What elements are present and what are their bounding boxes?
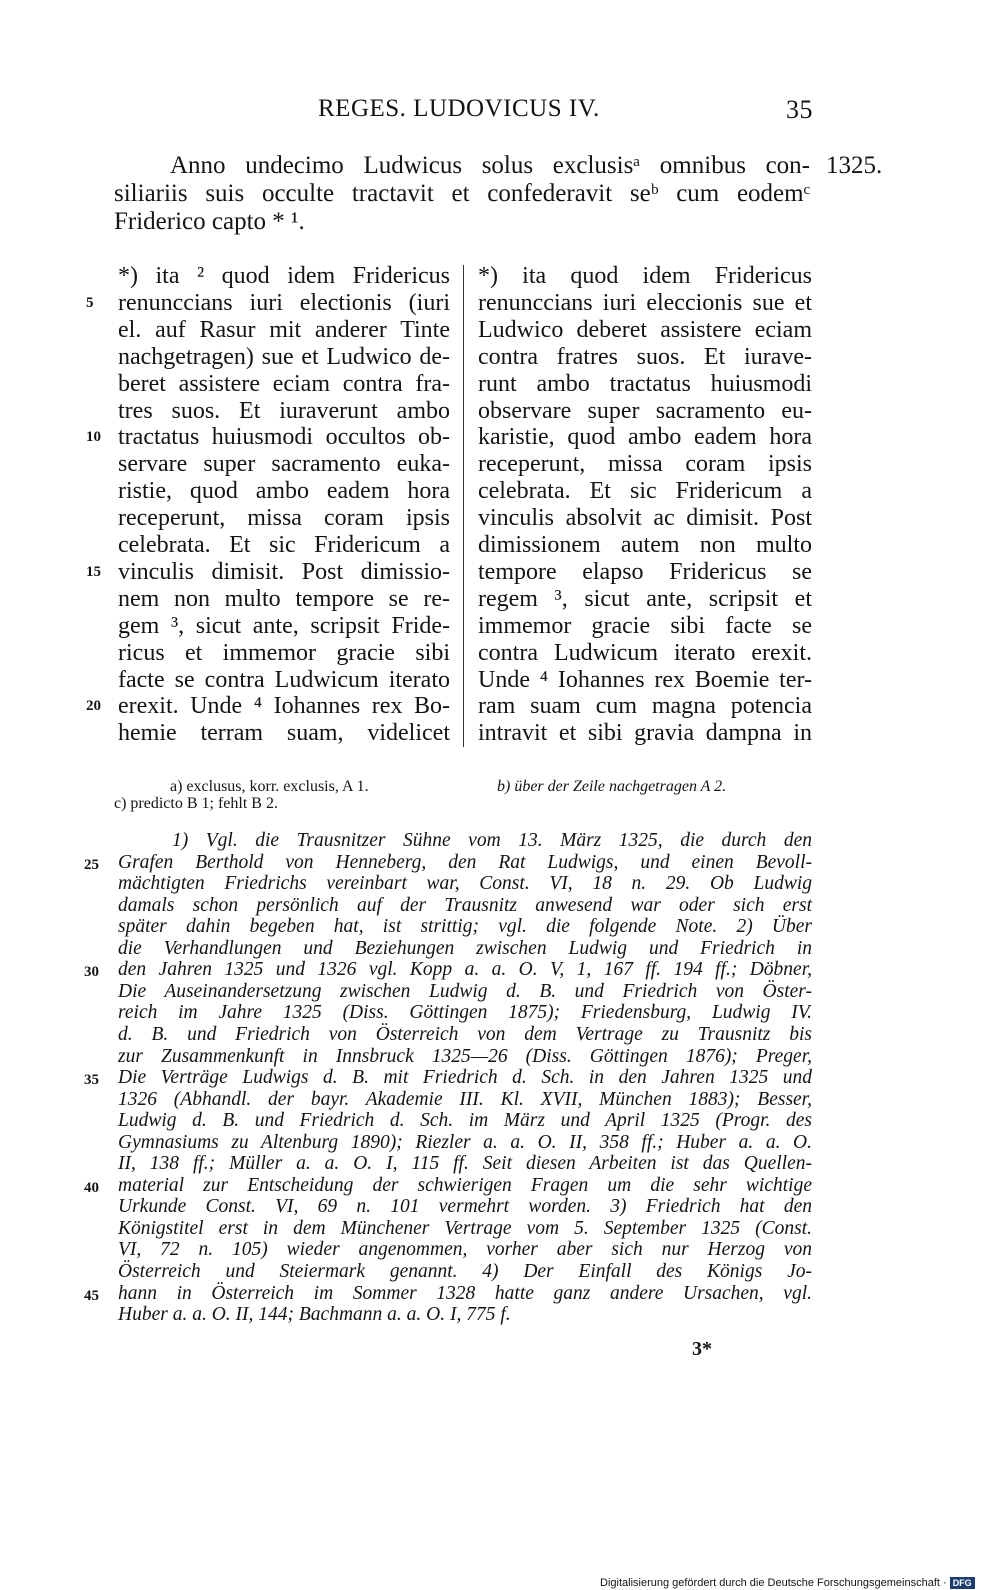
rightCol-line: receperunt, missa coram ipsis xyxy=(478,451,812,478)
footnotes-line: Ludwig d. B. und Friedrich d. Sch. im März und April 1325 (Progr. des xyxy=(118,1110,812,1132)
rightCol-line: karistie, quod ambo eadem hora xyxy=(478,424,812,451)
line-number: 10 xyxy=(86,429,101,446)
rightCol-line: ram suam cum magna potencia xyxy=(478,693,812,720)
leftCol-line: nachgetragen) sue et Ludwico de- xyxy=(118,343,450,370)
column-divider xyxy=(463,265,464,747)
footnotes-line: Huber a. a. O. II, 144; Bachmann a. a. O. I, 775 f. xyxy=(118,1304,511,1326)
apparatus-note-c: c) predicto B 1; fehlt B 2. xyxy=(114,795,278,812)
rightCol-line: regem ³, sicut ante, scripsit et xyxy=(478,585,812,612)
apparatus-note-a: a) exclusus, korr. exclusis, A 1. xyxy=(170,778,369,795)
intro-line: Friderico capto * ¹. xyxy=(114,208,305,235)
footnotes-line: Königstitel erst in dem Münchener Vertrage vom 5. September 1325 (Const. xyxy=(118,1217,812,1239)
line-number: 45 xyxy=(84,1287,99,1304)
leftCol-line: tractatus huiusmodi occultos ob- xyxy=(118,424,450,451)
rightCol-line: contra Ludwicum iterato erexit. xyxy=(478,639,812,666)
leftCol-line: *) ita ² quod idem Fridericus xyxy=(118,263,450,289)
apparatus-note-b: b) über der Zeile nachgetragen A 2. xyxy=(497,778,727,795)
footnotes-line: Österreich und Steiermark genannt. 4) Der Einfall des Königs Jo- xyxy=(118,1261,812,1282)
signature-mark: 3* xyxy=(692,1338,712,1360)
leftCol-line: celebrata. Et sic Fridericum a xyxy=(118,532,450,558)
leftCol-line: ristie, quod ambo eadem hora xyxy=(118,478,450,505)
footnotes-line: Die Auseinandersetzung zwischen Ludwig d. B. und Friedrich von Öster- xyxy=(118,980,812,1002)
rightCol-line: *) ita quod idem Fridericus xyxy=(478,263,812,289)
line-number: 35 xyxy=(84,1072,99,1089)
footnotes-line: mächtigten Friedrichs vereinbart war, Const. VI, 18 n. 29. Ob Ludwig xyxy=(118,873,812,895)
footnotes-line: damals schon persönlich auf der Trausnitz anwesend war oder sich erst xyxy=(118,894,812,916)
leftCol-line: hemie terram suam, videlicet xyxy=(118,720,450,747)
footnotes-line: hann in Österreich im Sommer 1328 hatte ganz andere Ursachen, vgl. xyxy=(118,1282,812,1304)
footnotes-line: d. B. und Friedrich von Österreich von dem Vertrage zu Trausnitz bis xyxy=(118,1023,812,1045)
line-number: 5 xyxy=(86,294,94,311)
page-number: 35 xyxy=(786,95,813,124)
leftCol-line: vinculis dimisit. Post dimissio- xyxy=(118,558,450,585)
rightCol-line: vinculis absolvit ac dimisit. Post xyxy=(478,505,812,532)
rightCol-line: intravit et sibi gravia dampna in xyxy=(478,720,812,747)
footnotes-line: 1326 (Abhandl. der bayr. Akademie III. Kl. XVII, München 1883); Besser, xyxy=(118,1088,812,1110)
footnotes-line: später dahin begeben hat, ist strittig; vgl. die folgende Note. 2) Über xyxy=(118,916,812,938)
leftCol-line: nem non multo tempore se re- xyxy=(118,585,450,612)
rightCol-line: Ludwico deberet assistere eciam xyxy=(478,316,812,343)
running-title: REGES. LUDOVICUS IV. xyxy=(318,95,600,122)
footnotes-line: reich im Jahre 1325 (Diss. Göttingen 1875); Friedensburg, Ludwig IV. xyxy=(118,1002,812,1024)
leftCol-line: beret assistere eciam contra fra- xyxy=(118,370,450,397)
rightCol-line: observare super sacramento eu- xyxy=(478,397,812,424)
line-number: 20 xyxy=(86,698,101,715)
footnotes-line: Gymnasiums zu Altenburg 1890); Riezler a. a. O. II, 358 ff.; Huber a. a. O. xyxy=(118,1131,812,1153)
digitization-stamp xyxy=(600,1577,975,1589)
footnotes-line: material zur Entscheidung der schwierigen Fragen um die sehr wichtige xyxy=(118,1174,812,1196)
line-number: 15 xyxy=(86,563,101,580)
leftCol-line: facte se contra Ludwicum iterato xyxy=(118,666,450,693)
line-number: 25 xyxy=(84,856,99,873)
leftCol-line: gem ³, sicut ante, scripsit Fride- xyxy=(118,612,450,639)
leftCol-line: tres suos. Et iuraverunt ambo xyxy=(118,397,450,424)
rightCol-line: immemor gracie sibi facte se xyxy=(478,612,812,639)
leftCol-line: servare super sacramento euka- xyxy=(118,451,450,478)
footnotes-line: den Jahren 1325 und 1326 vgl. Kopp a. a. O. V, 1, 167 ff. 194 ff.; Döbner, xyxy=(118,959,812,981)
rightCol-line: contra fratres suos. Et iurave- xyxy=(478,343,812,370)
footnotes-line: zur Zusammenkunft in Innsbruck 1325—26 (Diss. Göttingen 1876); Preger, xyxy=(118,1045,812,1067)
leftCol-line: ricus et immemor gracie sibi xyxy=(118,639,450,666)
line-number: 30 xyxy=(84,964,99,981)
intro-line: siliariis suis occulte tractavit et confederavit seᵇ cum eodemᶜ xyxy=(114,180,810,207)
leftCol-line: receperunt, missa coram ipsis xyxy=(118,505,450,532)
leftCol-line: el. auf Rasur mit anderer Tinte xyxy=(118,316,450,343)
rightCol-line: celebrata. Et sic Fridericum a xyxy=(478,478,812,505)
dfg-logo: DFG xyxy=(950,1577,975,1589)
leftCol-line: renunccians iuri electionis (iuri xyxy=(118,289,450,316)
footnotes-line: 1) Vgl. die Trausnitzer Sühne vom 13. März 1325, die durch den xyxy=(172,830,812,851)
margin-year: 1325. xyxy=(826,152,883,179)
footnotes-line: VI, 72 n. 105) wieder angenommen, vorher aber sich nur Herzog von xyxy=(118,1239,812,1261)
footnotes-line: Grafen Berthold von Henneberg, den Rat Ludwigs, und einen Bevoll- xyxy=(118,851,812,873)
footnotes-line: die Verhandlungen und Beziehungen zwischen Ludwig und Friedrich in xyxy=(118,937,812,959)
rightCol-line: renunccians iuri eleccionis sue et xyxy=(478,289,812,316)
rightCol-line: runt ambo tractatus huiusmodi xyxy=(478,370,812,397)
digitization-text: Digitalisierung gefördert durch die Deutsche Forschungsgemeinschaft · xyxy=(600,1577,947,1589)
rightCol-line: tempore elapso Fridericus se xyxy=(478,558,812,585)
rightCol-line: Unde ⁴ Iohannes rex Boemie ter- xyxy=(478,666,812,693)
footnotes-line: II, 138 ff.; Müller a. a. O. I, 115 ff. Seit diesen Arbeiten ist das Quellen- xyxy=(118,1153,812,1175)
footnotes-line: Urkunde Const. VI, 69 n. 101 vermehrt worden. 3) Friedrich hat den xyxy=(118,1196,812,1218)
intro-line: Anno undecimo Ludwicus solus exclusisᵃ omnibus con- xyxy=(170,152,810,179)
rightCol-line: dimissionem autem non multo xyxy=(478,532,812,558)
footnotes-line: Die Verträge Ludwigs d. B. mit Friedrich d. Sch. in den Jahren 1325 und xyxy=(118,1067,812,1089)
line-number: 40 xyxy=(84,1179,99,1196)
leftCol-line: erexit. Unde ⁴ Iohannes rex Bo- xyxy=(118,693,450,720)
